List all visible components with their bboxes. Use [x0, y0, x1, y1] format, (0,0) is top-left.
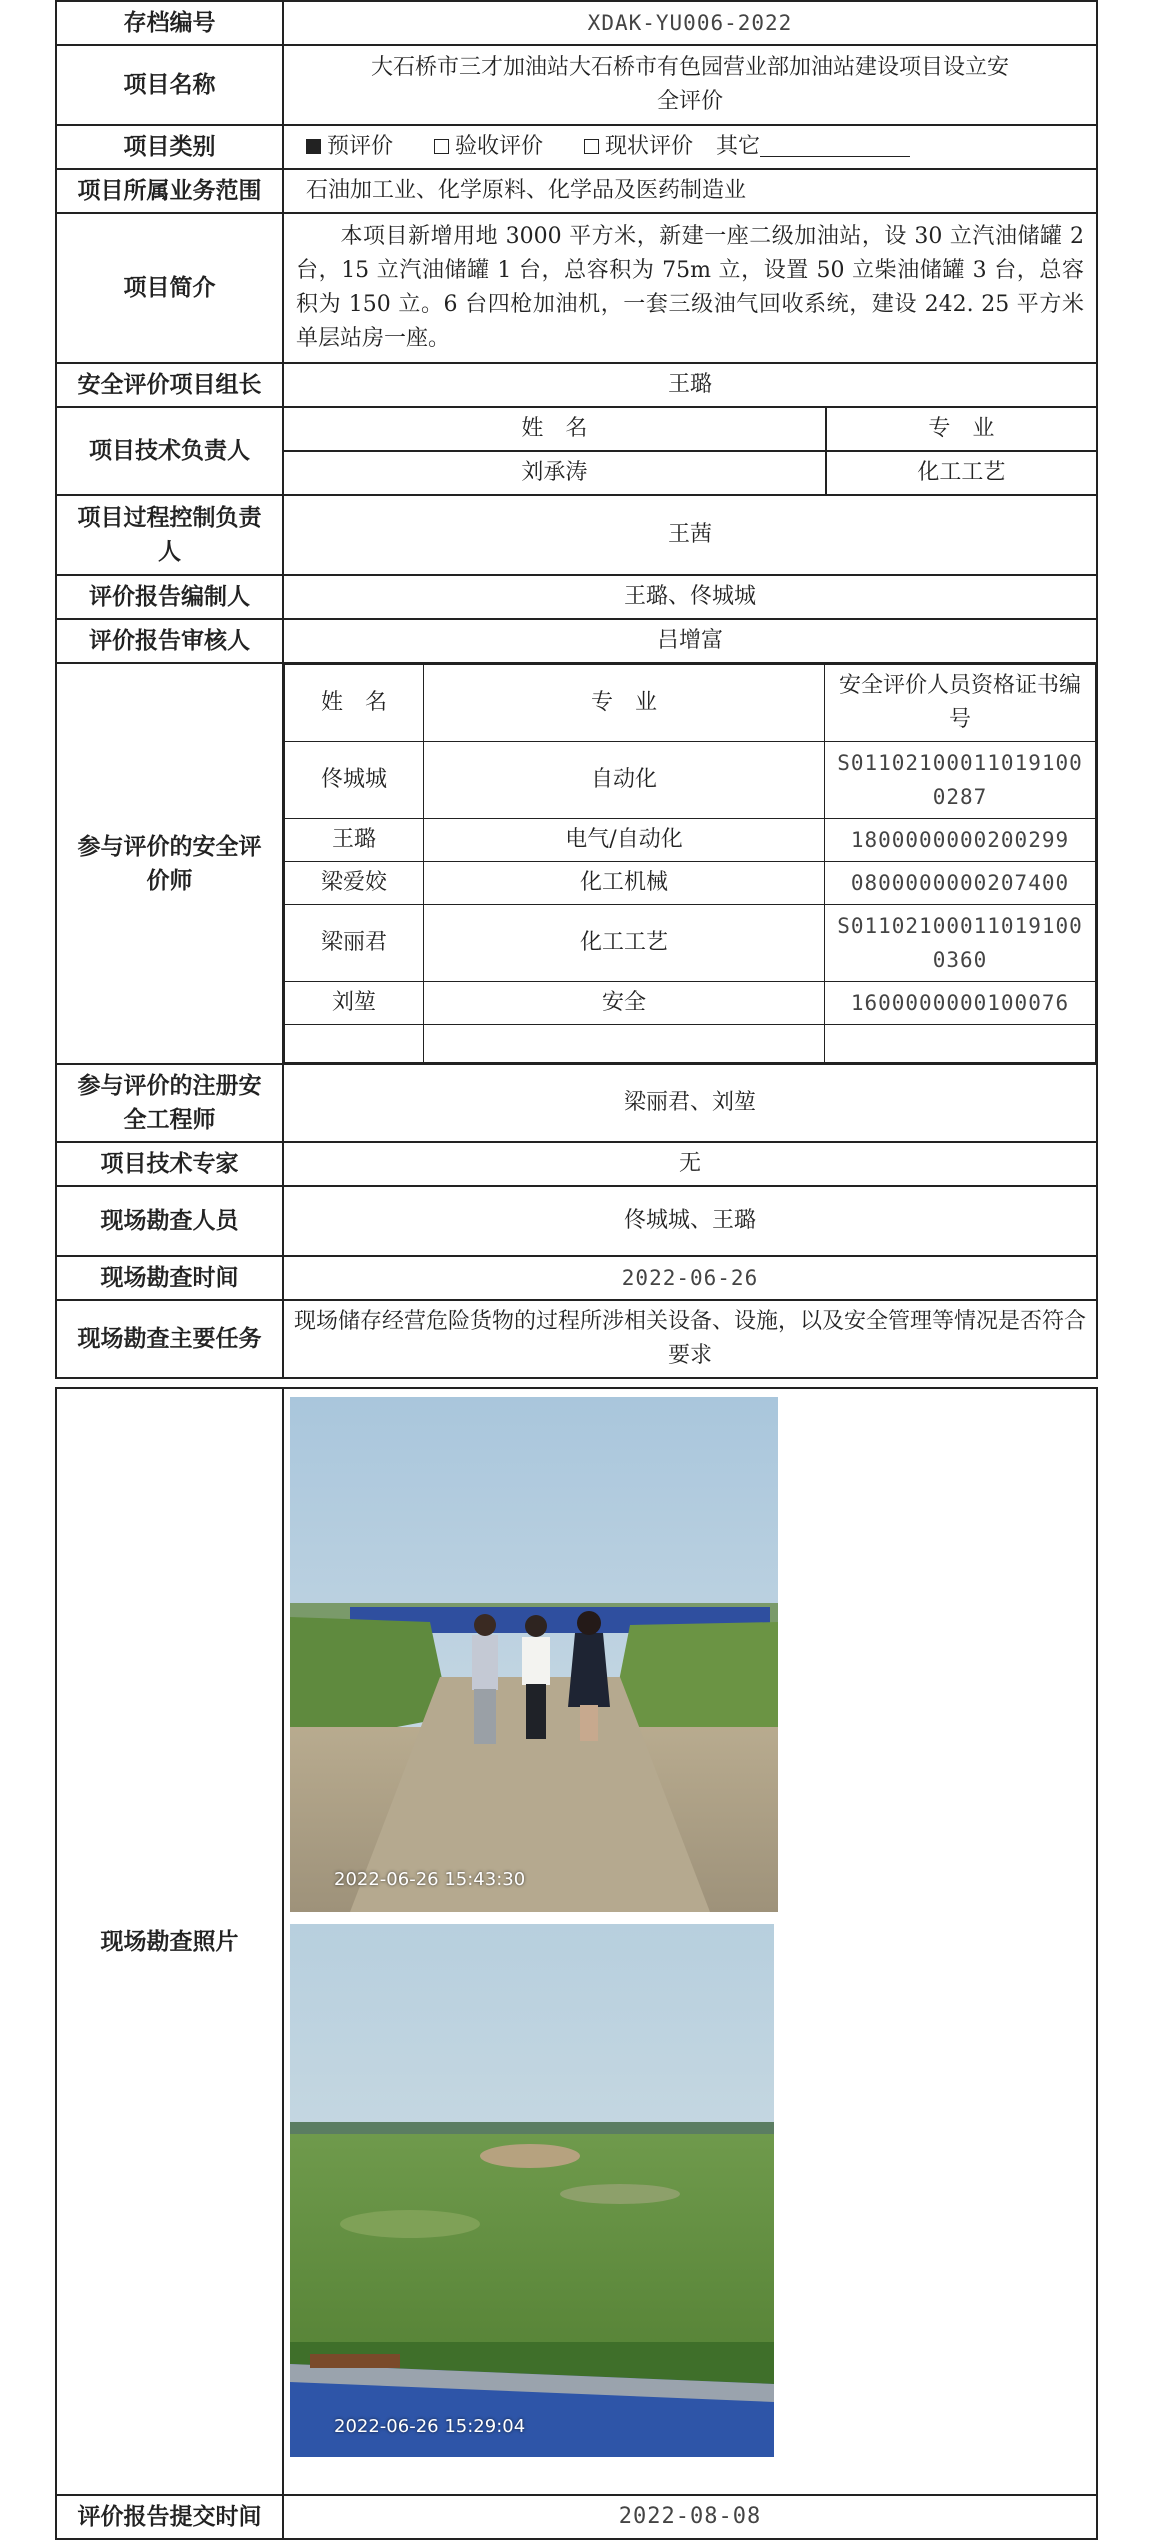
label-site-time: 现场勘查时间 [56, 1256, 283, 1300]
tech-lead-header-name: 姓 名 [283, 407, 826, 451]
archive-no-value: XDAK-YU006-2022 [283, 1, 1097, 45]
site-photo-field-image [290, 1924, 774, 2457]
label-archive-no: 存档编号 [56, 1, 283, 45]
label-process-control: 项目过程控制负责人 [56, 495, 283, 575]
table-row [285, 1025, 1096, 1063]
evaluators-table [284, 664, 1096, 1063]
site-photo-people-image [290, 1397, 778, 1912]
evaluator-name [285, 1025, 424, 1063]
evaluator-major: 化工工艺 [424, 905, 825, 982]
tech-lead-header-major: 专 业 [826, 407, 1097, 451]
evaluators-header-major: 专 业 [424, 665, 825, 742]
label-report-editor: 评价报告编制人 [56, 575, 283, 619]
evaluators-header-name: 姓 名 [285, 665, 424, 742]
evaluators-table-cell [283, 663, 1097, 1064]
evaluator-cert: S011021000110191000360 [825, 905, 1096, 982]
table-row [285, 862, 1096, 905]
submit-time-value: 2022-08-08 [283, 2495, 1097, 2539]
evaluator-name: 王璐 [285, 819, 424, 862]
site-staff-value: 佟城城、王璐 [283, 1186, 1097, 1256]
evaluator-cert [825, 1025, 1096, 1063]
evaluator-name: 刘堃 [285, 982, 424, 1025]
team-leader-value: 王璐 [283, 363, 1097, 407]
label-project-intro: 项目简介 [56, 213, 283, 363]
evaluator-name: 梁丽君 [285, 905, 424, 982]
label-project-name: 项目名称 [56, 45, 283, 125]
option-status-evaluation: 现状评价 [584, 134, 693, 159]
label-submit-time: 评价报告提交时间 [56, 2495, 283, 2539]
evaluator-name: 佟城城 [285, 742, 424, 819]
label-registered-engineers: 参与评价的注册安全工程师 [56, 1064, 283, 1142]
evaluator-cert: 1800000000200299 [825, 819, 1096, 862]
report-editor-value: 王璐、佟城城 [283, 575, 1097, 619]
label-site-staff: 现场勘查人员 [56, 1186, 283, 1256]
other-blank-line [760, 132, 910, 157]
option-other: 其它 [716, 134, 910, 159]
label-project-type: 项目类别 [56, 125, 283, 169]
label-site-task: 现场勘查主要任务 [56, 1300, 283, 1378]
evaluator-major [424, 1025, 825, 1063]
table-row [285, 982, 1096, 1025]
site-time-value: 2022-06-26 [283, 1256, 1097, 1300]
label-team-leader: 安全评价项目组长 [56, 363, 283, 407]
evaluator-cert: 0800000000207400 [825, 862, 1096, 905]
evaluator-name: 梁爱姣 [285, 862, 424, 905]
option-acceptance-evaluation: 验收评价 [434, 134, 543, 159]
business-scope-value: 石油加工业、化学原料、化学品及医药制造业 [283, 169, 1097, 213]
tech-lead-major: 化工工艺 [826, 451, 1097, 495]
label-report-reviewer: 评价报告审核人 [56, 619, 283, 663]
photo-timestamp: 2022-06-26 15:43:30 [334, 1869, 526, 1890]
table-row [285, 905, 1096, 982]
evaluator-major: 电气/自动化 [424, 819, 825, 862]
info-table [55, 0, 1098, 1379]
tech-expert-value: 无 [283, 1142, 1097, 1186]
label-tech-expert: 项目技术专家 [56, 1142, 283, 1186]
checkbox-empty-icon [584, 139, 599, 154]
site-task-value: 现场储存经营危险货物的过程所涉相关设备、设施，以及安全管理等情况是否符合要求 [283, 1300, 1097, 1378]
evaluator-major: 化工机械 [424, 862, 825, 905]
process-control-value: 王茜 [283, 495, 1097, 575]
evaluator-major: 安全 [424, 982, 825, 1025]
label-evaluators: 参与评价的安全评价师 [56, 663, 283, 1064]
project-intro-value: 本项目新增用地 3000 平方米，新建一座二级加油站，设 30 立汽油储罐 2 台，15 立汽油储罐 1 台，总容积为 75m 立，设置 50 立柴油储罐 3 台，总容积为 150 立。6 台四枪加油机，一套三级油气回收系统，建设 242. 25 平方米单层站房一座。 [283, 213, 1097, 363]
site-photos-cell [283, 1388, 1097, 2495]
tech-lead-name: 刘承涛 [283, 451, 826, 495]
report-reviewer-value: 吕增富 [283, 619, 1097, 663]
project-type-value [283, 125, 1097, 169]
evaluator-cert: 1600000000100076 [825, 982, 1096, 1025]
label-business-scope: 项目所属业务范围 [56, 169, 283, 213]
site-photo-people [290, 1397, 778, 1912]
project-name-value: 大石桥市三才加油站大石桥市有色园营业部加油站建设项目设立安全评价 [283, 45, 1097, 125]
evaluators-header-cert: 安全评价人员资格证书编号 [825, 665, 1096, 742]
checkbox-checked-icon [306, 139, 321, 154]
registered-engineers-value: 梁丽君、刘堃 [283, 1064, 1097, 1142]
photo-table [55, 1387, 1098, 2540]
evaluator-cert: S011021000110191000287 [825, 742, 1096, 819]
table-row [285, 742, 1096, 819]
photo-timestamp: 2022-06-26 15:29:04 [334, 2416, 526, 2437]
evaluator-major: 自动化 [424, 742, 825, 819]
record-sheet [55, 0, 1098, 2540]
checkbox-empty-icon [434, 139, 449, 154]
table-row [285, 819, 1096, 862]
option-pre-evaluation: 预评价 [306, 134, 393, 159]
label-tech-lead: 项目技术负责人 [56, 407, 283, 495]
site-photo-field [290, 1924, 774, 2457]
label-site-photos: 现场勘查照片 [56, 1388, 283, 2495]
